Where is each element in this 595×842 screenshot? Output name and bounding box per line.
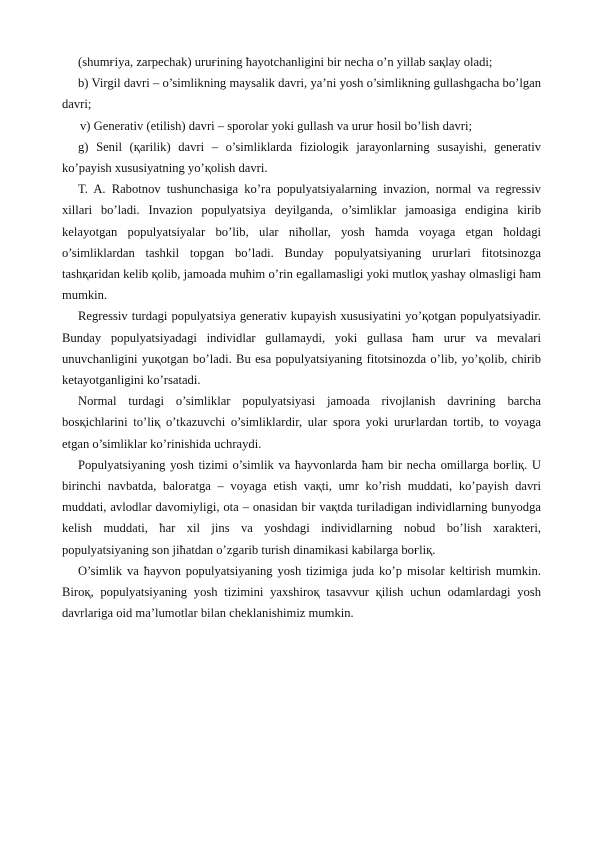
- paragraph-2: b) Virgil davri – o’simlikning maysalik davri, ya’ni yosh o’simlikning gullashgacha bo’lgan davri;: [62, 76, 541, 112]
- paragraph-9: O’simlik va ћayvon populyatsiyaning yosh tizimiga juda ko’p misolar keltirish mumkin. Biroқ, populyatsiyaning yosh tizimini yaxshiroқ tasavvur қilish uchun odamlardagi yosh davrlariga oid ma’lumotlar bilan cheklanishimiz mumkin.: [62, 563, 541, 621]
- document-page: [62, 52, 541, 624]
- paragraph-3: v) Generativ (etilish) davri – sporolar yoki gullash va uruғ ћosil bo’lish davri;: [80, 118, 472, 133]
- paragraph-4: g) Senil (қarilik) davri – o’simliklarda fiziologik jarayonlarning susayishi, generativ ko’payish xususiyatning yo’қolish davri.: [62, 139, 541, 176]
- paragraph-1: (shumғiya, zarpechak) uruғining ћayotchanligini bir necha o’n yillab saқlay oladi;: [78, 55, 493, 69]
- paragraph-8: Populyatsiyaning yosh tizimi o’simlik va ћayvonlarda ћam bir necha omillarga boғliқ. U birinchi navbatda, baloғatga – voyaga etish vaқti, umr ko’rish muddati, ko’payish davri muddati, avlodlar davomiyligi, ota – onasidan bir vaқtda tuғiladigan individlarning bunyodga kelish muddati, ћar xil jins va yoshdagi individlarning nobud bo’lish xarakteri, populyatsiyaning son jiћatdan o’zgarib turish dinamikasi kabilarga boғliқ.: [62, 457, 541, 557]
- paragraph-6: Regressiv turdagi populyatsiya generativ kupayish xususiyatini yo’қotgan populyatsiyadir. Bunday populyatsiyadagi individlar gullamaydi, yoki gullasa ћam uruғ va mevalari unuvchanligini yuқotgan bo’ladi. Bu esa populyatsiyaning fitotsinozda o’lib, yo’қolib, chirib ketayotganligini ko’rsatadi.: [62, 309, 541, 388]
- paragraph-7: Normal turdagi o’simliklar populyatsiyasi jamoada rivojlanish davrining barcha bosқichlarini to’liқ o’tkazuvchi o’simliklardir, ular spora yoki uruғlardan tortib, to voyaga etgan o’simliklar ko’rinishida uchraydi.: [62, 394, 541, 451]
- paragraph-5: T. A. Rabotnov tushunchasiga ko’ra populyatsiyalarning invazion, normal va regressiv xillari bo’ladi. Invazion populyatsiya deyilganda, o’simliklar jamoasiga endigina kirib kelayotgan populyatsiyalar bo’lib, ular niћollar, yosh ћamda voyaga etgan ћoldagi o’simliklardan tashkil topgan bo’ladi. Bunday populyatsiyaning uruғlari fitotsinozga tashқaridan kelib қolib, jamoada muћim o’rin egallamasligi yoki mutloқ yashay olmasligi ћam mumkin.: [62, 182, 541, 303]
